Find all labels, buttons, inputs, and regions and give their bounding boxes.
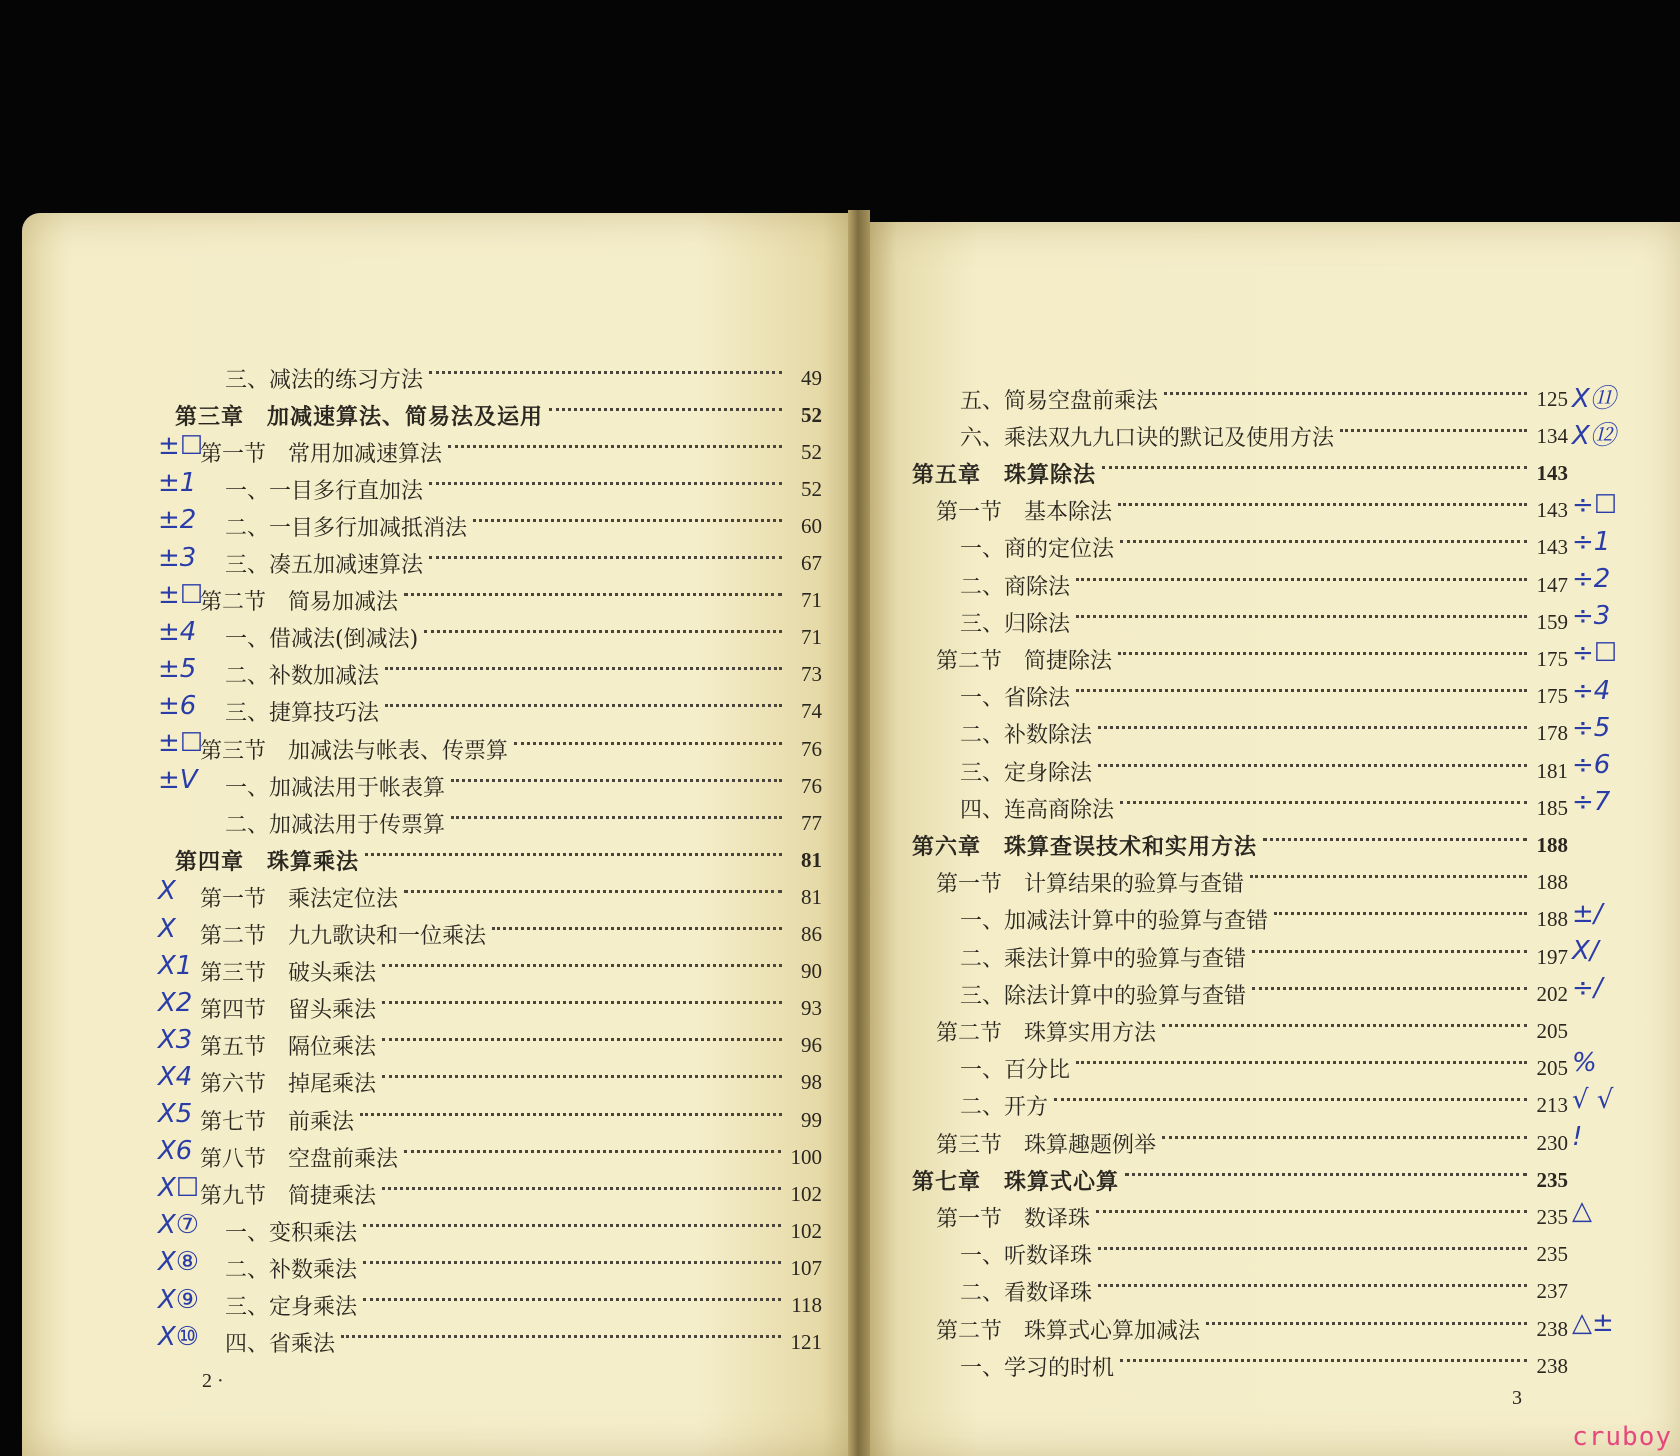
toc-entry-title: 二、补数乘法 [225, 1257, 358, 1283]
leader-dots [1102, 466, 1526, 469]
toc-entry-title: 第二节 九九歌诀和一位乘法 [200, 924, 487, 949]
toc-entry [936, 1200, 1568, 1234]
leader-dots [1263, 838, 1526, 841]
toc-page-number: 102 [790, 1218, 822, 1243]
toc-page-number: 235 [1536, 1242, 1568, 1267]
leader-dots [1162, 1136, 1526, 1139]
toc-entry-title: 三、减法的练习方法 [225, 367, 424, 393]
leader-dots [514, 742, 782, 745]
toc-page-number: 134 [1536, 423, 1568, 448]
toc-entry [936, 1126, 1568, 1160]
handwritten-note: △± [1572, 1308, 1614, 1338]
toc-entry-title: 第二节 简易加减法 [200, 590, 399, 616]
leader-dots [363, 1298, 781, 1301]
leader-dots [473, 519, 782, 522]
toc-page-number: 235 [1536, 1204, 1568, 1229]
handwritten-note: ÷6 [1572, 750, 1611, 780]
toc-page-number: 52 [801, 439, 822, 464]
toc-page-number: 143 [1536, 498, 1568, 523]
leader-dots [382, 1001, 782, 1004]
toc-entry-title: 二、开方 [960, 1095, 1049, 1121]
leader-dots [451, 816, 782, 819]
leader-dots [1120, 801, 1526, 804]
handwritten-note: △ [1572, 1196, 1592, 1227]
toc-page-number: 102 [790, 1181, 822, 1206]
toc-entry [225, 547, 822, 581]
toc-entry-title: 第二节 珠算式心算加减法 [936, 1318, 1201, 1344]
toc-entry-title: 一、省除法 [960, 686, 1071, 712]
toc-page-number: 213 [1536, 1093, 1568, 1118]
leader-dots [382, 964, 782, 967]
toc-entry [936, 866, 1568, 900]
toc-entry [960, 419, 1568, 453]
handwritten-note: X☐ [158, 1173, 200, 1204]
toc-entry-title: 一、百分比 [960, 1058, 1071, 1084]
toc-entry [200, 732, 822, 766]
leader-dots [382, 1075, 782, 1078]
handwritten-note: X⑦ [158, 1210, 200, 1241]
toc-entry [936, 1312, 1568, 1346]
toc-entry [200, 1029, 822, 1063]
toc-page-number: 175 [1536, 684, 1568, 709]
leader-dots [382, 1187, 780, 1190]
toc-entry [960, 680, 1568, 714]
toc-page-number: 60 [801, 513, 822, 538]
toc-entry-title: 一、加减法计算中的验算与查错 [960, 909, 1269, 935]
toc-page-number: 143 [1536, 460, 1568, 485]
toc-entry-title: 第九节 简捷乘法 [200, 1183, 377, 1209]
leader-dots [1098, 1247, 1526, 1250]
handwritten-note: X1 [158, 950, 193, 981]
toc-page-number: 90 [801, 959, 822, 984]
toc-entry-title: 第三节 破头乘法 [200, 961, 377, 987]
toc-entry [225, 472, 822, 506]
leader-dots [1164, 392, 1526, 395]
toc-page-number: 230 [1536, 1130, 1568, 1155]
leader-dots [365, 853, 782, 856]
handwritten-note: ÷2 [1572, 564, 1611, 594]
toc-entry-title: 一、听数译珠 [960, 1244, 1093, 1270]
leader-dots [1118, 652, 1526, 655]
toc-entry-title: 一、加减法用于帐表算 [225, 775, 446, 801]
toc-entry-title: 二、补数除法 [960, 723, 1093, 749]
toc-page-number: 118 [791, 1293, 822, 1317]
leader-dots [385, 704, 782, 707]
right-page-number: 3 [1512, 1387, 1522, 1409]
leader-dots [549, 408, 782, 411]
toc-entry [936, 642, 1568, 676]
leader-dots [404, 593, 782, 596]
handwritten-note: ÷/ [1572, 973, 1603, 1004]
toc-page-number: 237 [1536, 1279, 1568, 1304]
toc-page-number: 235 [1536, 1167, 1568, 1192]
book-gutter [848, 210, 870, 1456]
toc-page-number: 238 [1536, 1316, 1568, 1341]
toc-entry [960, 382, 1568, 416]
toc-page-number: 178 [1536, 721, 1568, 746]
handwritten-note: ±5 [158, 653, 197, 684]
toc-page-number: 143 [1536, 535, 1568, 560]
toc-entry-title: 第四章 珠算乘法 [175, 848, 360, 875]
leader-dots [1076, 689, 1526, 692]
toc-page-number: 71 [801, 588, 822, 613]
toc-entry-title: 第二节 简捷除法 [936, 648, 1113, 674]
toc-page-number: 185 [1536, 795, 1568, 820]
handwritten-note: X6 [158, 1136, 193, 1167]
leader-dots [1120, 1359, 1526, 1362]
leader-dots [1076, 615, 1526, 618]
leader-dots [1340, 429, 1526, 432]
toc-entry [200, 955, 822, 989]
toc-entry-title: 一、变积乘法 [225, 1220, 358, 1246]
toc-entry [960, 940, 1568, 974]
leader-dots [1098, 726, 1526, 729]
toc-entry [200, 992, 822, 1026]
toc-entry [200, 1177, 822, 1211]
handwritten-note: X4 [158, 1061, 193, 1092]
handwritten-note: ±☐ [158, 728, 204, 758]
toc-page-number: 81 [801, 847, 822, 872]
toc-page-number: 81 [801, 884, 822, 909]
toc-entry-title: 三、定身除法 [960, 760, 1093, 786]
handwritten-note: ±☐ [158, 579, 204, 610]
toc-page-number: 52 [801, 402, 822, 427]
toc-entry [960, 791, 1568, 825]
toc-entry [225, 806, 822, 840]
leader-dots [404, 1150, 780, 1153]
toc-page-number: 188 [1536, 832, 1568, 857]
handwritten-note: ±3 [158, 542, 197, 573]
toc-entry [200, 880, 822, 914]
leader-dots [429, 556, 782, 559]
toc-entry [960, 531, 1568, 565]
toc-page-number: 159 [1536, 609, 1568, 634]
handwritten-note: ! [1572, 1122, 1583, 1152]
toc-entry [225, 1289, 822, 1323]
toc-entry-title: 一、一目多行直加法 [225, 478, 424, 504]
toc-entry [936, 1014, 1568, 1048]
toc-entry [960, 1052, 1568, 1086]
toc-entry-title: 一、借减法(倒减法) [225, 627, 419, 653]
leader-dots [429, 371, 782, 374]
toc-page-number: 121 [790, 1330, 822, 1355]
toc-page-number: 98 [801, 1070, 822, 1095]
leader-dots [424, 630, 782, 633]
leader-dots [1120, 540, 1526, 543]
toc-entry [225, 1326, 822, 1360]
handwritten-note: X⑨ [158, 1284, 200, 1315]
toc-page-number: 86 [801, 922, 822, 946]
toc-entry [960, 977, 1568, 1011]
leader-dots [1098, 764, 1526, 767]
toc-entry [200, 1066, 822, 1100]
leader-dots [363, 1261, 780, 1264]
handwritten-note: ±/ [1572, 898, 1603, 929]
handwritten-note: X [158, 876, 176, 907]
toc-entry-title: 第五章 珠算除法 [912, 461, 1097, 488]
toc-entry [225, 769, 822, 803]
leader-dots [404, 890, 782, 893]
toc-entry-title: 二、加减法用于传票算 [225, 812, 446, 838]
leader-dots [1076, 578, 1526, 581]
toc-page-number: 76 [801, 773, 822, 798]
toc-page-number: 197 [1536, 944, 1568, 969]
toc-page-number: 202 [1536, 981, 1568, 1006]
leader-dots [451, 779, 782, 782]
toc-page-number: 74 [801, 699, 822, 724]
handwritten-note: ÷☐ [1572, 638, 1618, 669]
handwritten-note: X5 [158, 1099, 193, 1129]
toc-page-number: 52 [801, 476, 822, 501]
toc-entry [225, 621, 822, 655]
leader-dots [448, 445, 782, 448]
handwritten-note: ÷1 [1572, 526, 1611, 557]
toc-entry-title: 第二节 珠算实用方法 [936, 1020, 1157, 1046]
handwritten-note: X⑫ [1572, 421, 1616, 452]
toc-entry-title: 第三节 加减法与帐表、传票算 [200, 738, 509, 764]
toc-entry-title: 五、简易空盘前乘法 [960, 388, 1159, 414]
handwritten-note: √ √ [1572, 1084, 1614, 1115]
handwritten-note: ÷3 [1572, 601, 1611, 632]
toc-entry-title: 四、连高商除法 [960, 797, 1115, 823]
toc-entry-title: 三、定身乘法 [225, 1295, 358, 1320]
handwritten-note: X/ [1572, 936, 1599, 966]
leader-dots [1250, 875, 1526, 878]
toc-chapter [912, 828, 1568, 862]
toc-entry-title: 三、凑五加减速算法 [225, 553, 424, 578]
handwritten-note: ÷4 [1572, 675, 1611, 706]
handwritten-note: ±4 [158, 616, 197, 647]
toc-entry [960, 1089, 1568, 1123]
toc-page-number: 100 [790, 1144, 822, 1169]
toc-entry-title: 第六节 掉尾乘法 [200, 1072, 377, 1098]
toc-entry [225, 361, 822, 395]
handwritten-note: ÷7 [1572, 787, 1611, 818]
leader-dots [1125, 1173, 1526, 1176]
toc-entry-title: 四、省乘法 [225, 1332, 336, 1358]
leader-dots [385, 667, 782, 670]
toc-page-number: 188 [1536, 870, 1568, 895]
handwritten-note: X⑩ [158, 1321, 200, 1352]
toc-page-number: 49 [801, 365, 822, 390]
handwritten-note: X2 [158, 987, 193, 1018]
toc-entry [960, 1349, 1568, 1383]
toc-entry [200, 435, 822, 469]
toc-entry-title: 第一节 常用加减速算法 [200, 441, 443, 467]
handwritten-note: ±V [158, 765, 198, 796]
toc-page-number: 147 [1536, 572, 1568, 597]
handwritten-note: X⑧ [158, 1247, 200, 1278]
toc-entry [225, 1214, 822, 1248]
toc-entry [200, 918, 822, 952]
toc-entry-title: 第一节 计算结果的验算与查错 [936, 872, 1245, 898]
toc-page-number: 205 [1536, 1018, 1568, 1043]
toc-entry-title: 三、除法计算中的验算与查错 [960, 983, 1247, 1009]
toc-page-number: 125 [1536, 386, 1568, 411]
leader-dots [1096, 1210, 1526, 1213]
handwritten-note: X [158, 913, 176, 944]
toc-page-number: 76 [801, 736, 822, 761]
toc-entry-title: 第一节 乘法定位法 [200, 886, 399, 912]
toc-page-number: 181 [1536, 758, 1568, 783]
left-page-number: 2 · [202, 1370, 224, 1392]
toc-entry-title: 第七章 珠算式心算 [912, 1168, 1120, 1195]
toc-entry [225, 695, 822, 729]
handwritten-note: ±1 [158, 468, 197, 499]
toc-page-number: 107 [790, 1255, 822, 1280]
leader-dots [1252, 950, 1526, 953]
handwritten-note: ±6 [158, 690, 197, 721]
leader-dots [1098, 1284, 1526, 1287]
leader-dots [429, 482, 782, 485]
toc-entry-title: 六、乘法双九九口诀的默记及使用方法 [960, 425, 1335, 451]
toc-page-number: 71 [801, 625, 822, 650]
leader-dots [1118, 503, 1526, 506]
leader-dots [341, 1335, 780, 1338]
toc-page-number: 77 [801, 810, 822, 835]
leader-dots [1206, 1322, 1526, 1325]
toc-chapter [175, 843, 822, 877]
toc-entry-title: 第三节 珠算趣题例举 [936, 1132, 1157, 1158]
handwritten-note: ±☐ [158, 431, 204, 462]
toc-entry-title: 第一节 数译珠 [936, 1206, 1091, 1232]
handwritten-note: ÷5 [1572, 712, 1611, 743]
toc-entry-title: 第七节 前乘法 [200, 1109, 355, 1135]
leader-dots [1162, 1024, 1526, 1027]
toc-entry-title: 第三章 加减速算法、简易法及运用 [175, 403, 544, 430]
leader-dots [1252, 987, 1526, 990]
leader-dots [492, 927, 782, 930]
toc-entry [225, 1251, 822, 1285]
toc-entry-title: 三、捷算技巧法 [225, 701, 380, 727]
toc-entry-title: 第六章 珠算查误技术和实用方法 [912, 833, 1258, 860]
toc-entry-title: 二、看数译珠 [960, 1281, 1093, 1307]
toc-entry [960, 754, 1568, 788]
toc-page-number: 175 [1536, 646, 1568, 671]
toc-entry [200, 1103, 822, 1137]
toc-entry [200, 584, 822, 618]
toc-entry-title: 一、学习的时机 [960, 1355, 1115, 1381]
toc-entry [200, 1140, 822, 1174]
toc-page-number: 238 [1536, 1353, 1568, 1378]
toc-entry [960, 1238, 1568, 1272]
toc-entry [960, 605, 1568, 639]
handwritten-note: ÷☐ [1572, 489, 1618, 520]
leader-dots [1274, 912, 1526, 915]
toc-entry [936, 494, 1568, 528]
toc-page-number: 93 [801, 996, 822, 1021]
toc-entry-title: 三、归除法 [960, 611, 1071, 637]
toc-entry [960, 903, 1568, 937]
leader-dots [363, 1224, 780, 1227]
leader-dots [1076, 1061, 1526, 1064]
toc-chapter [175, 398, 822, 432]
toc-page-number: 188 [1536, 907, 1568, 932]
toc-entry [225, 509, 822, 543]
toc-chapter [912, 456, 1568, 490]
handwritten-note: ±2 [158, 505, 197, 536]
handwritten-note: % [1572, 1047, 1597, 1078]
toc-entry-title: 第八节 空盘前乘法 [200, 1146, 399, 1172]
toc-page-number: 99 [801, 1107, 822, 1132]
toc-chapter [912, 1163, 1568, 1197]
toc-entry-title: 第一节 基本除法 [936, 500, 1113, 526]
toc-page-number: 96 [801, 1033, 822, 1058]
toc-entry-title: 第五节 隔位乘法 [200, 1035, 377, 1061]
leader-dots [382, 1038, 782, 1041]
leader-dots [1054, 1098, 1526, 1101]
handwritten-note: X⑪ [1572, 384, 1616, 414]
toc-page-number: 73 [801, 662, 822, 687]
handwritten-note: X3 [158, 1024, 193, 1055]
toc-page-number: 67 [801, 551, 822, 575]
toc-entry [960, 1275, 1568, 1309]
leader-dots [360, 1113, 782, 1116]
toc-entry-title: 二、商除法 [960, 574, 1071, 600]
toc-entry-title: 二、补数加减法 [225, 664, 380, 690]
toc-entry-title: 二、乘法计算中的验算与查错 [960, 946, 1247, 972]
toc-entry [225, 658, 822, 692]
toc-page-number: 205 [1536, 1056, 1568, 1081]
toc-entry [960, 717, 1568, 751]
toc-entry [960, 568, 1568, 602]
watermark: cruboy [1572, 1422, 1672, 1452]
toc-entry-title: 二、一目多行加减抵消法 [225, 515, 468, 541]
toc-entry-title: 一、商的定位法 [960, 537, 1115, 563]
toc-entry-title: 第四节 留头乘法 [200, 998, 377, 1024]
